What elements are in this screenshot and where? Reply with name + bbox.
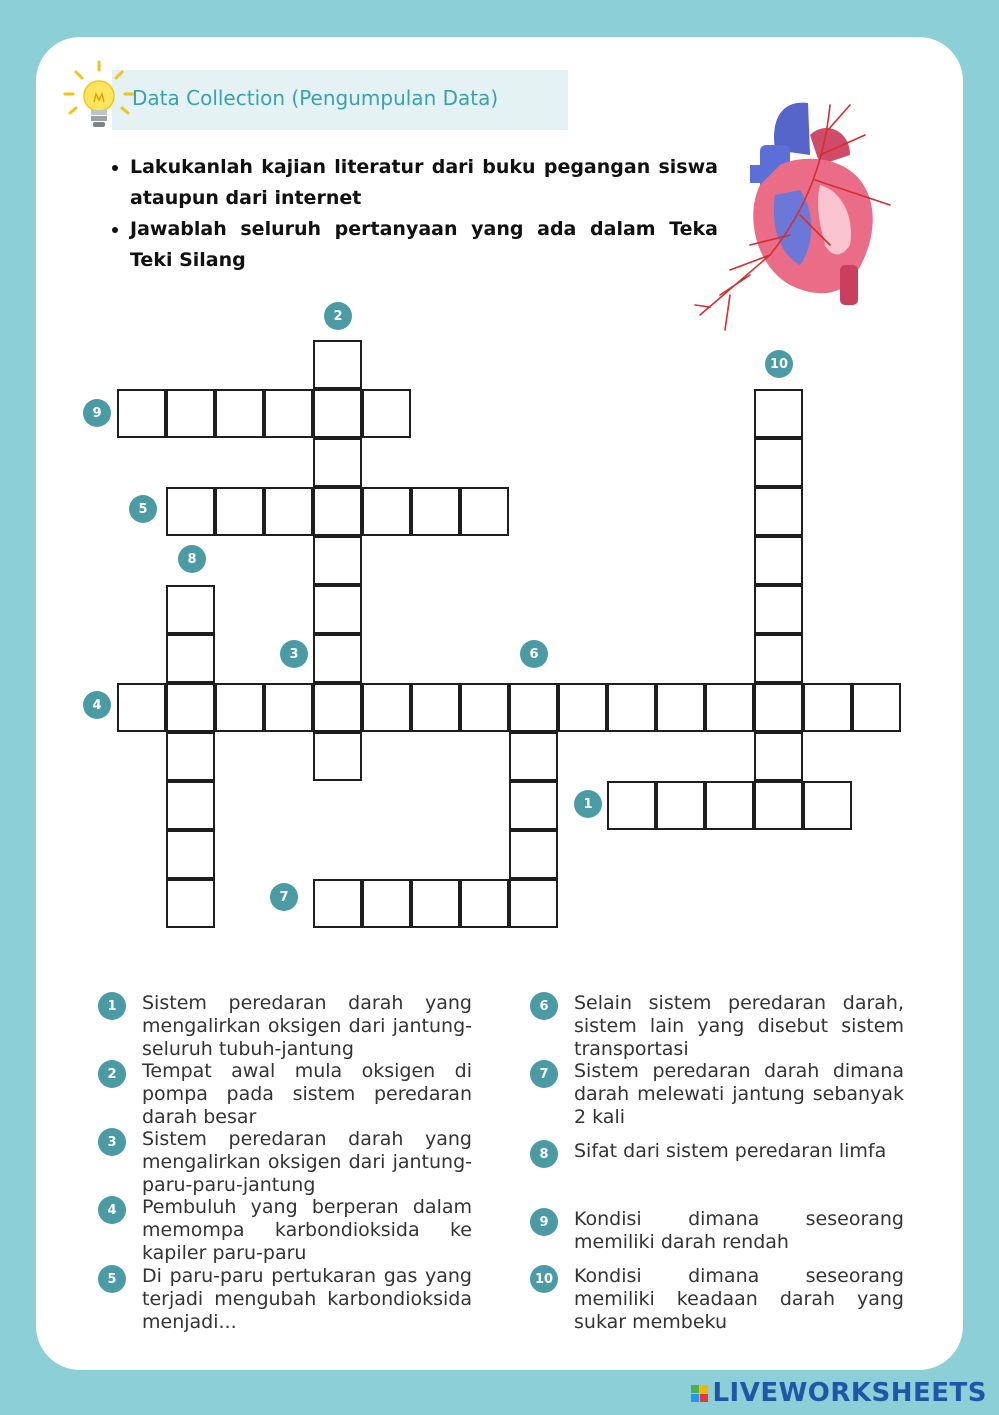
- clue-item-text: Selain sistem peredaran darah, sistem lain yang disebut sistem transportasi: [574, 992, 904, 1060]
- clue-item: [530, 1265, 904, 1334]
- crossword-cell[interactable]: [166, 879, 215, 928]
- crossword-cell[interactable]: [754, 634, 803, 683]
- brand-name: LIVEWORKSHEETS: [712, 1378, 987, 1408]
- crossword-cell[interactable]: [264, 487, 313, 536]
- crossword-cell[interactable]: [607, 781, 656, 830]
- crossword-cell[interactable]: [509, 781, 558, 830]
- crossword-cell[interactable]: [166, 634, 215, 683]
- clue-item-number: 2: [98, 1060, 126, 1088]
- crossword-cell[interactable]: [754, 683, 803, 732]
- crossword-cell[interactable]: [754, 438, 803, 487]
- liveworksheets-logo-icon: [691, 1385, 708, 1402]
- clue-item-number: 10: [530, 1265, 558, 1293]
- crossword-cell[interactable]: [411, 879, 460, 928]
- clue-item: [98, 1265, 472, 1334]
- clue-item: [98, 1128, 472, 1197]
- clue-item: [98, 1196, 472, 1265]
- clue-number-5: 5: [129, 495, 157, 523]
- crossword-cell[interactable]: [166, 585, 215, 634]
- crossword-cell[interactable]: [264, 683, 313, 732]
- crossword-cell[interactable]: [313, 585, 362, 634]
- clue-number-4: 4: [83, 691, 111, 719]
- crossword-cell[interactable]: [754, 487, 803, 536]
- crossword-cell[interactable]: [166, 830, 215, 879]
- clue-number-1: 1: [574, 790, 602, 818]
- clue-item-text: Kondisi dimana seseorang memiliki darah rendah: [574, 1208, 904, 1253]
- crossword-cell[interactable]: [509, 732, 558, 781]
- clue-number-7: 7: [270, 883, 298, 911]
- clue-item: [530, 1208, 904, 1254]
- heart-illustration: [690, 95, 905, 335]
- crossword-cell[interactable]: [411, 487, 460, 536]
- clue-item: [98, 1060, 472, 1129]
- crossword-cell[interactable]: [460, 879, 509, 928]
- crossword-cell[interactable]: [313, 879, 362, 928]
- crossword-cell[interactable]: [264, 389, 313, 438]
- clue-item: [530, 1140, 904, 1168]
- page-title: Data Collection (Pengumpulan Data): [132, 86, 499, 110]
- clue-item: [530, 1060, 904, 1129]
- crossword-cell[interactable]: [313, 340, 362, 389]
- crossword-cell[interactable]: [313, 438, 362, 487]
- instruction-item: • Lakukanlah kajian literatur dari buku pegangan siswa ataupun dari internet: [130, 152, 718, 214]
- liveworksheets-logo: [691, 1378, 987, 1408]
- crossword-cell[interactable]: [754, 732, 803, 781]
- clue-number-10: 10: [765, 350, 793, 378]
- crossword-cell[interactable]: [607, 683, 656, 732]
- crossword-cell[interactable]: [509, 830, 558, 879]
- crossword-cell[interactable]: [362, 389, 411, 438]
- crossword-cell[interactable]: [656, 683, 705, 732]
- crossword-cell[interactable]: [705, 781, 754, 830]
- clue-item-number: 6: [530, 992, 558, 1020]
- clue-item-text: Tempat awal mula oksigen di pompa pada sistem peredaran darah besar: [142, 1060, 472, 1128]
- crossword-cell[interactable]: [852, 683, 901, 732]
- crossword-cell[interactable]: [313, 683, 362, 732]
- crossword-cell[interactable]: [509, 683, 558, 732]
- crossword-cell[interactable]: [313, 389, 362, 438]
- crossword-cell[interactable]: [754, 781, 803, 830]
- crossword-cell[interactable]: [754, 389, 803, 438]
- clue-item-text: Kondisi dimana seseorang memiliki keadaan darah yang sukar membeku: [574, 1265, 904, 1333]
- clue-item-text: Sifat dari sistem peredaran limfa: [574, 1140, 887, 1162]
- crossword-cell[interactable]: [558, 683, 607, 732]
- crossword-cell[interactable]: [313, 732, 362, 781]
- clue-number-9: 9: [83, 399, 111, 427]
- instructions-list: [106, 152, 718, 276]
- lightbulb-icon: [60, 58, 138, 136]
- clue-item-number: 5: [98, 1265, 126, 1293]
- crossword-cell[interactable]: [754, 585, 803, 634]
- clue-item-number: 3: [98, 1128, 126, 1156]
- clue-number-6: 6: [520, 640, 548, 668]
- crossword-cell[interactable]: [362, 487, 411, 536]
- crossword-cell[interactable]: [166, 683, 215, 732]
- crossword-cell[interactable]: [166, 781, 215, 830]
- instruction-item: • Jawablah seluruh pertanyaan yang ada dalam Teka Teki Silang: [130, 214, 718, 276]
- crossword-cell[interactable]: [313, 536, 362, 585]
- clue-item-number: 1: [98, 992, 126, 1020]
- clue-item-text: Sistem peredaran darah yang mengalirkan oksigen dari jantung-paru-paru-jantung: [142, 1128, 472, 1196]
- crossword-cell[interactable]: [117, 683, 166, 732]
- crossword-cell[interactable]: [117, 389, 166, 438]
- clue-item-number: 9: [530, 1208, 558, 1236]
- crossword-cell[interactable]: [460, 683, 509, 732]
- clue-item-number: 8: [530, 1140, 558, 1168]
- crossword-cell[interactable]: [509, 879, 558, 928]
- clue-item-text: Sistem peredaran darah dimana darah melewati jantung sebanyak 2 kali: [574, 1060, 904, 1128]
- crossword-cell[interactable]: [362, 879, 411, 928]
- crossword-cell[interactable]: [362, 683, 411, 732]
- crossword-cell[interactable]: [215, 683, 264, 732]
- crossword-cell[interactable]: [656, 781, 705, 830]
- clue-item: [98, 992, 472, 1061]
- clue-item: [530, 992, 904, 1061]
- crossword-cell[interactable]: [166, 389, 215, 438]
- clue-item-number: 7: [530, 1060, 558, 1088]
- crossword-cell[interactable]: [460, 487, 509, 536]
- crossword-cell[interactable]: [313, 487, 362, 536]
- crossword-cell[interactable]: [411, 683, 460, 732]
- crossword-cell[interactable]: [803, 683, 852, 732]
- clue-item-text: Sistem peredaran darah yang mengalirkan oksigen dari jantung-seluruh tubuh-jantung: [142, 992, 472, 1060]
- crossword-cell[interactable]: [215, 389, 264, 438]
- crossword-cell[interactable]: [754, 536, 803, 585]
- clue-number-2: 2: [324, 302, 352, 330]
- clue-item-text: Pembuluh yang berperan dalam memompa karbondioksida ke kapiler paru-paru: [142, 1196, 472, 1264]
- clue-number-3: 3: [280, 640, 308, 668]
- crossword-cell[interactable]: [166, 487, 215, 536]
- clue-item-number: 4: [98, 1196, 126, 1224]
- crossword-cell[interactable]: [803, 781, 852, 830]
- crossword-cell[interactable]: [215, 487, 264, 536]
- clue-number-8: 8: [178, 545, 206, 573]
- crossword-cell[interactable]: [705, 683, 754, 732]
- crossword-cell[interactable]: [313, 634, 362, 683]
- clue-item-text: Di paru-paru pertukaran gas yang terjadi mengubah karbondioksida menjadi...: [142, 1265, 472, 1333]
- crossword-cell[interactable]: [166, 732, 215, 781]
